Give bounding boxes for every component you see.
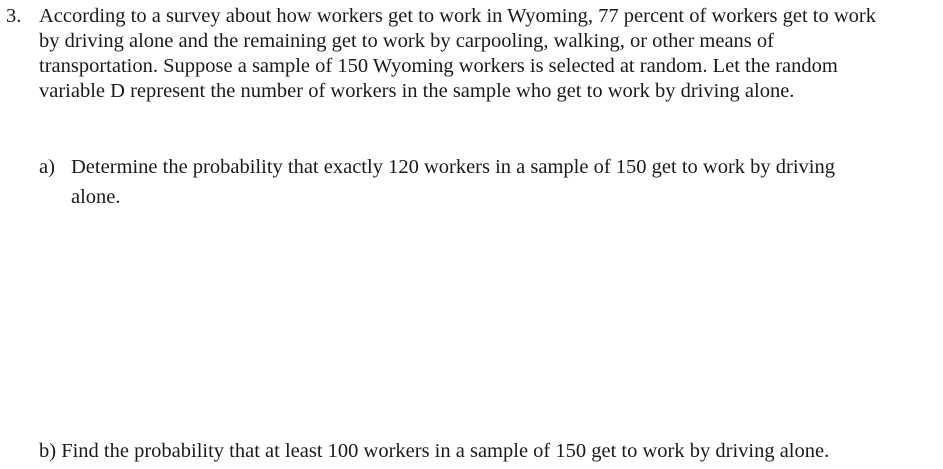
problem-statement bbox=[39, 4, 939, 104]
problem-number: 3. bbox=[6, 5, 22, 27]
problem-line-3: transportation. Suppose a sample of 150 Wyoming workers is selected at random. Let the random bbox=[39, 55, 838, 77]
problem-line-2: by driving alone and the remaining get to work by carpooling, walking, or other means of bbox=[39, 30, 774, 52]
part-b-question: b) Find the probability that at least 100 workers in a sample of 150 get to work by driving alone. bbox=[39, 440, 830, 462]
part-a-line-1: Determine the probability that exactly 120 workers in a sample of 150 get to work by driving bbox=[71, 156, 836, 178]
problem-line-4: variable D represent the number of workers in the sample who get to work by driving alone. bbox=[39, 80, 795, 102]
part-a-line-2: alone. bbox=[71, 186, 121, 208]
part-a-question bbox=[71, 152, 931, 212]
problem-line-1: According to a survey about how workers get to work in Wyoming, 77 percent of workers get to work bbox=[39, 5, 876, 27]
part-a-label: a) bbox=[39, 156, 55, 178]
